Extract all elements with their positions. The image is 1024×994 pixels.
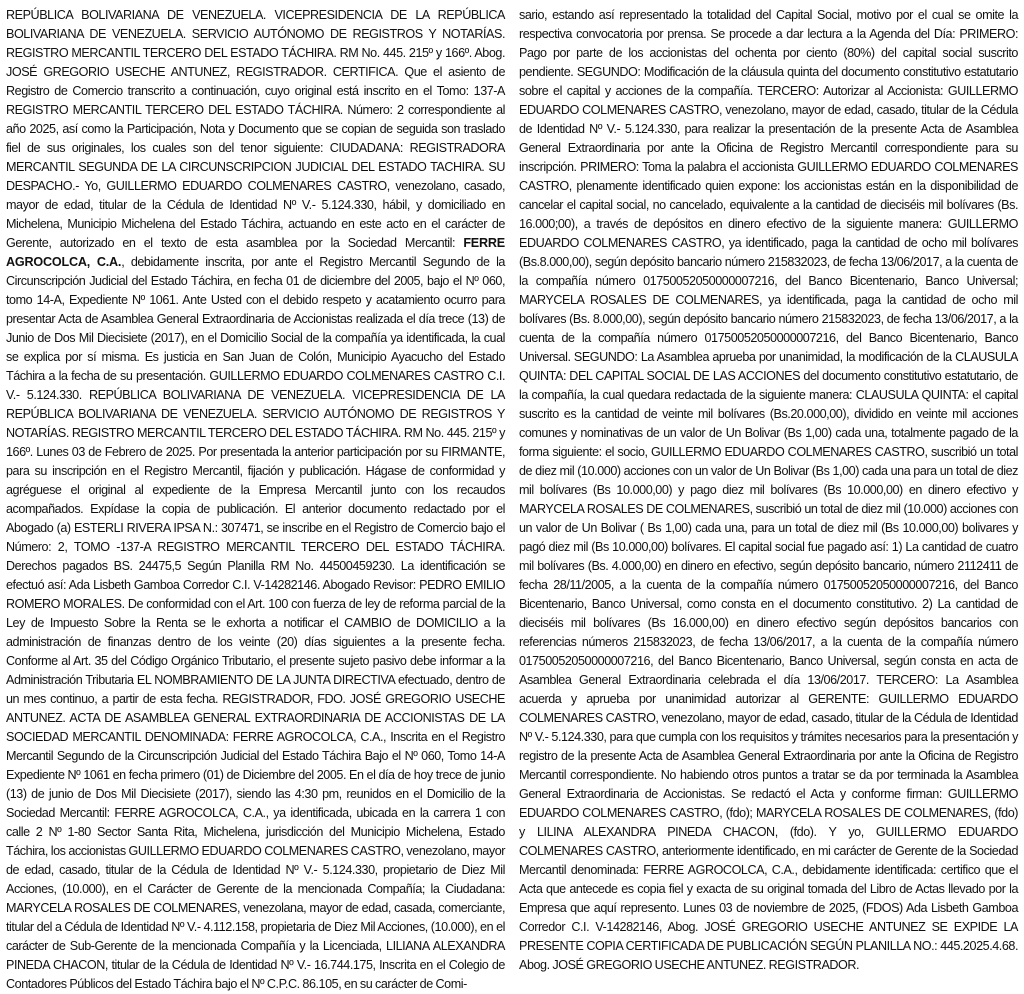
right-column-text: sario, estando así representado la totalidad del Capital Social, motivo por el cual se omite la respectiva convocatoria por prensa. Se procede a dar lectura a la Agenda del Día: PRIMERO: Pago por parte de los accionistas del ochenta por ciento (80%) del capital social suscrito pendiente. SEGUNDO: Modificación de la cláusula quinta del documento constitutivo estatutario sobre el capital y acciones de la compañía. TERCERO: Autorizar al Accionista: GUILLERMO EDUARDO COLMENARES CASTRO, venezolano, mayor de edad, casado, titular de la Cédula de Identidad Nº V.- 5.124.330, para realizar la presentación de la presente Acta de Asamblea General Extraordinaria por ante la Oficina de Registro Mercantil correspondiente para su inscripción. PRIMERO: Toma la palabra el accionista GUILLERMO EDUARDO COLMENARES CASTRO, plenamente identificado quien expone: los accionistas están en la disponibilidad de cancelar el capital social, no cancelado, equivalente a la cantidad de dieciséis mil bolívares (Bs. 16.000;00), a través de depósitos en dinero efectivo de la siguiente manera: GUILLERMO EDUARDO COLMENARES CASTRO, ya identificado, paga la cantidad de ocho mil bolívares (Bs.8.000,00), según depósito bancario número 215832023, de fecha 13/06/2017, a la cuenta de la compañía número 01750052050000007216, del Banco Bicentenario, Banco Universal; MARYCELA ROSALES DE COLMENARES, ya identificada, paga la cantidad de ocho mil bolívares (Bs. 8.000,00), según depósito bancario número 215832023, de fecha 13/06/2017, a la cuenta de la compañía número 01750052050000007216, del Banco Bicentenario, Banco Universal. SEGUNDO: La Asamblea aprueba por unanimidad, la modificación de la CLAUSULA QUINTA: DEL CAPITAL SOCIAL DE LAS ACCIONES del documento constitutivo estatutario, de la compañía, la cual quedara redactada de la siguiente manera: CLAUSULA QUINTA: el capital suscrito es la cantidad de veinte mil bolívares (Bs.20.000,00), dividido en veinte mil acciones comunes y nominativas de un valor de Un Bolivar (Bs 1,00) cada una, totalmente pagado de la forma siguiente: el socio, GUILLERMO EDUARDO COLMENARES CASTRO, suscribió un total de diez mil (10.000) acciones con un valor de Un Bolivar (Bs 1,00) cada una para un total de diez mil bolívares (Bs 10.000,00) y pago diez mil bolívares (Bs 10.000,00) en dinero efectivo y MARYCELA ROSALES DE COLMENARES, suscribió un total de diez mil (10.000) acciones con un valor de Un Bolivar ( Bs 1,00) cada una, para un total de diez mil (Bs 10.000,00) bolivares y pagó diez mil (Bs 10.000,00) bolívares. El capital social fue pagado así: 1) La cantidad de cuatro mil bolívares (Bs. 4.000,00) en dinero en efectivo, según depósito bancario, número 2112411 de fecha 28/11/2005, a la cuenta de la compañía número 01750052050000007216, del Banco Bicentenario, Banco Universal, como consta en el documento constitutivo. 2) La cantidad de dieciséis mil bolívares (Bs 16.000,00) en dinero efectivo según depósitos bancarios con referencias números 215832023, de fecha 13/06/2017, a la cuenta de la compañía número 01750052050000007216, del Banco Bicentenario, Banco Universal, según consta en acta de Asamblea General Extraordinaria celebrada el día 13/06/2017. TERCERO: La Asamblea acuerda y aprueba por unanimidad autorizar al GERENTE: GUILLERMO EDUARDO COLMENARES CASTRO, venezolano, mayor de edad, casado, titular de la Cédula de Identidad Nº V.- 5.124.330, para que cumpla con los requisitos y trámites necesarios para la presentación y registro de la presente Acta de Asamblea General Extraordinaria por ante la Oficina de Registro Mercantil correspondiente. No habiendo otros puntos a tratar se da por terminada la Asamblea General Extraordinaria de Accionistas. Se redactó el Acta y conforme firman: GUILLERMO EDUARDO COLMENARES CASTRO, (fdo); MARYCELA ROSALES DE COLMENARES, (fdo) y LILINA ALEXANDRA PINEDA CHACON, (fdo). Y yo, GUILLERMO EDUARDO COLMENARES CASTRO, anteriormente identificado, en mi carácter de Gerente de la Sociedad Mercantil denominada: FERRE AGROCOLCA, C.A., debidamente identificada: certifico que el Acta que antecede es copia fiel y exacta de su original tomada del Libro de Actas llevado por la Empresa que aquí represento. Lunes 03 de noviembre de 2025, (FDOS) Ada Lisbeth Gamboa Corredor C.I. V-14282146, Abog. JOSÉ GREGORIO USECHE ANTUNEZ SE EXPIDE LA PRESENTE COPIA CERTIFICADA DE PUBLICACIÓN SEGÚN PLANILLA NO.: 445.2025.4.68. Abog. JOSÉ GREGORIO USECHE ANTUNEZ. REGISTRADOR. (519, 8, 1018, 972)
right-column (519, 6, 1018, 972)
left-column-text (6, 6, 505, 994)
left-text-part-2: , debidamente inscrita, por ante el Registro Mercantil Segundo de la Circunscripción Judicial del Estado Táchira, en fecha 01 de diciembre del 2005, bajo el Nº 060, tomo 14-A, Expediente Nº 1061. Ante Usted con el debido respeto y acatamiento ocurro para presentar Acta de Asamblea General Extraordinaria de Accionistas realizada el día trece (13) de Junio de Dos Mil Diecisiete (2017), en el Domicilio Social de la compañía ya identificada, la cual se explica por sí misma. Es justicia en San Juan de Colón, Municipio Ayacucho del Estado Táchira a la fecha de su presentación. GUILLERMO EDUARDO COLMENARES CASTRO C.I. V.- 5.124.330. REPÚBLICA BOLIVARIANA DE VENEZUELA. VICEPRESIDENCIA DE LA REPÚBLICA BOLIVARIANA DE VENEZUELA. SERVICIO AUTÓNOMO DE REGISTROS Y NOTARÍAS. REGISTRO MERCANTIL TERCERO DEL ESTADO TÁCHIRA. RM No. 445. 215º y 166º. Lunes 03 de Febrero de 2025. Por presentada la anterior participación por su FIRMANTE, para su inscripción en el Registro Mercantil, fijación y publicación. Hágase de conformidad y agréguese el original al expediente de la Empresa Mercantil junto con los recaudos acompañados. Expídase la copia de publicación. El anterior documento redactado por el Abogado (a) ESTERLI RIVERA IPSA N.: 307471, se inscribe en el Registro de Comercio bajo el Número: 2, TOMO -137-A REGISTRO MERCANTIL TERCERO DEL ESTADO TÁCHIRA. Derechos pagados BS. 24475,5 Según Planilla RM No. 44500459230. La identificación se efectuó así: Ada Lisbeth Gamboa Corredor C.I. V-14282146. Abogado Revisor: PEDRO EMILIO ROMERO MORALES. De conformidad con el Art. 100 con fuerza de ley de reforma parcial de la Ley de Impuesto Sobre la Renta se le exhorta a notificar el CAMBIO de DOMICILIO a la administración de finanzas dentro de los veinte (20) días siguientes a la presente fecha. Conforme al Art. 35 del Código Orgánico Tributario, el presente sujeto pasivo debe informar a la Administración Tributaria EL NOMBRAMIENTO DE LA JUNTA DIRECTIVA efectuado, dentro de un mes continuo, a partir de esta fecha. REGISTRADOR, FDO. JOSÉ GREGORIO USECHE ANTUNEZ. ACTA DE ASAMBLEA GENERAL EXTRAORDINARIA DE ACCIONISTAS DE LA SOCIEDAD MERCANTIL DENOMINADA: FERRE AGROCOLCA, C.A., Inscrita en el Registro Mercantil Segundo de la Circunscripción Judicial del Estado Táchira Bajo el Nº 060, Tomo 14-A Expediente Nº 1061 en fecha primero (01) de Diciembre del 2005. En el día de hoy trece de junio (13) de junio de Dos Mil Diecisiete (2017), siendo las 4:30 pm, reunidos en el Domicilio de la Sociedad Mercantil: FERRE AGROCOLCA, C.A., ya identificada, ubicada en la carrera 1 con calle 2 Nº 1-80 Sector Santa Rita, Michelena, jurisdicción del Municipio Michelena, Estado Táchira, los accionistas GUILLERMO EDUARDO COLMENARES CASTRO, venezolano, mayor de edad, casado, titular de la Cédula de Identidad Nº V.- 5.124.330, propietario de Diez Mil Acciones, (10.000), en el Carácter de Gerente de la mencionada Compañía; la Ciudadana: MARYCELA ROSALES DE COLMENARES, venezolana, mayor de edad, casada, comerciante, titular del a Cédula de Identidad Nº V.- 4.112.158, propietaria de Diez Mil Acciones, (10.000), en el carácter de Sub-Gerente de la mencionada Compañía y la Licenciada, LILIANA ALEXANDRA PINEDA CHACON, titular de la Cédula de Identidad Nº V.- 16.744.175, Inscrita en el Colegio de Contadores Públicos del Estado Táchira bajo el Nº C.P.C. 86.105, en su carácter de Comi- (6, 255, 505, 991)
left-text-part-1: REPÚBLICA BOLIVARIANA DE VENEZUELA. VICEPRESIDENCIA DE LA REPÚBLICA BOLIVARIANA DE VENEZUELA. SERVICIO AUTÓNOMO DE REGISTROS Y NOTARÍAS. REGISTRO MERCANTIL TERCERO DEL ESTADO TÁCHIRA. RM No. 445. 215º y 166º. Abog. JOSÉ GREGORIO USECHE ANTUNEZ, REGISTRADOR. CERTIFICA. Que el asiento de Registro de Comercio transcrito a continuación, cuyo original está inscrito en el Tomo: 137-A REGISTRO MERCANTIL TERCERO DEL ESTADO TÁCHIRA. Número: 2 correspondiente al año 2025, así como la Participación, Nota y Documento que se copian de seguida son traslado fiel de sus originales, los cuales son del tenor siguiente: CIUDADANA: REGISTRADORA MERCANTIL SEGUNDA DE LA CIRCUNSCRIPCION JUDICIAL DEL ESTADO TACHIRA. SU DESPACHO.- Yo, GUILLERMO EDUARDO COLMENARES CASTRO, venezolano, casado, mayor de edad, titular de la Cédula de Identidad Nº V.- 5.124.330, hábil, y domiciliado en Michelena, Municipio Michelena del Estado Táchira, actuando en este acto en el carácter de Gerente, autorizado en el texto de esta asamblea por la Sociedad Mercantil: (6, 8, 505, 250)
left-column (6, 6, 505, 991)
company-name: FERRE AGROCOLCA, C.A. (6, 236, 505, 269)
